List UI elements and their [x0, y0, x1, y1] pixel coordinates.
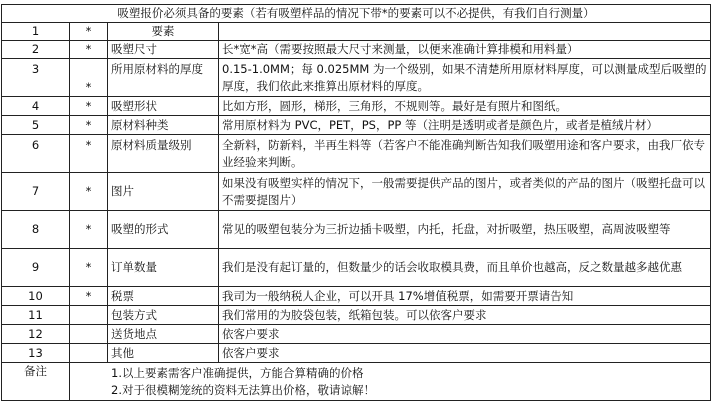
row-number: 11 [2, 306, 70, 325]
row-number: 5 [2, 116, 70, 135]
table-row [2, 97, 711, 116]
required-marker [70, 344, 108, 363]
table-row [2, 249, 711, 287]
header-empty-cell [219, 23, 711, 41]
element-name: 所用原材料的厚度 [108, 59, 219, 97]
row-number: 4 [2, 97, 70, 116]
table-row [2, 211, 711, 249]
table-row [2, 59, 711, 97]
column-label-elements: 要素 [108, 23, 219, 41]
table-row [2, 306, 711, 325]
required-marker [70, 306, 108, 325]
element-name: 吸塑尺寸 [108, 41, 219, 59]
notes-content [70, 363, 711, 401]
table-row [2, 173, 711, 211]
row-number: 13 [2, 344, 70, 363]
notes-label: 备注 [2, 363, 70, 401]
required-marker: * [70, 116, 108, 135]
element-description: 常见的吸塑包装分为三折边插卡吸塑，内托，托盘，对折吸塑，热压吸塑，高周波吸塑等 [219, 211, 711, 249]
table-row [2, 325, 711, 344]
required-marker: * [70, 211, 108, 249]
table-row [2, 135, 711, 173]
row-number: 12 [2, 325, 70, 344]
required-marker [70, 325, 108, 344]
element-name: 原材料质量级别 [108, 135, 219, 173]
row-number: 10 [2, 287, 70, 306]
table-row [2, 344, 711, 363]
element-description: 全新料，防新料，半再生料等（若客户不能准确判断告知我们吸塑用途和客户要求，由我厂依专业经验来判断。 [219, 135, 711, 173]
required-marker: * [70, 59, 108, 97]
table-row [2, 287, 711, 306]
element-name: 送货地点 [108, 325, 219, 344]
requirements-table [1, 4, 711, 401]
element-name: 包装方式 [108, 306, 219, 325]
element-name: 其他 [108, 344, 219, 363]
element-name: 图片 [108, 173, 219, 211]
note-line: 1.以上要素需客户准确提供，方能合算精确的价格 [111, 365, 364, 380]
quotation-requirements-sheet [1, 4, 710, 401]
row-number: 9 [2, 249, 70, 287]
required-marker: * [70, 135, 108, 173]
row-number: 3 [2, 59, 70, 97]
element-description: 常用原材料为 PVC，PET，PS，PP 等（注明是透明或者是颜色片，或者是植绒片材） [219, 116, 711, 135]
element-name: 税票 [108, 287, 219, 306]
element-description: 依客户要求 [219, 325, 711, 344]
header-row [2, 23, 711, 41]
notes-row [2, 363, 711, 401]
element-description: 0.15-1.0MM；每 0.025MM 为一个级别，如果不清楚所用原材料厚度，可以测量成型后吸塑的厚度，我们依此来推算出原材料的厚度。 [219, 59, 711, 97]
required-marker: * [70, 287, 108, 306]
sheet-title: 吸塑报价必须具备的要素（若有吸塑样品的情况下带*的要素可以不必提供，有我们自行测量） [2, 5, 711, 23]
element-description: 我司为一般纳税人企业，可以开具 17%增值税票，如需要开票请告知 [219, 287, 711, 306]
row-number: 2 [2, 41, 70, 59]
element-description: 我们常用的为胶袋包装，纸箱包装。可以依客户要求 [219, 306, 711, 325]
required-marker: * [70, 97, 108, 116]
element-description: 我们是没有起订量的，但数量少的话会收取模具费，而且单价也越高，反之数量越多越优惠 [219, 249, 711, 287]
element-name: 吸塑的形式 [108, 211, 219, 249]
row-number: 7 [2, 173, 70, 211]
table-row [2, 41, 711, 59]
element-description: 依客户要求 [219, 344, 711, 363]
row-number: 1 [2, 23, 70, 41]
element-description: 如果没有吸塑实样的情况下，一般需要提供产品的图片，或者类似的产品的图片（吸塑托盘可以不需要提图片） [219, 173, 711, 211]
required-marker: * [70, 23, 108, 41]
element-name: 原材料种类 [108, 116, 219, 135]
note-line: 2.对于很模糊笼统的资料无法算出价格，敬请谅解！ [111, 382, 375, 397]
required-marker: * [70, 41, 108, 59]
row-number: 8 [2, 211, 70, 249]
required-marker: * [70, 173, 108, 211]
required-marker: * [70, 249, 108, 287]
element-description: 长*宽*高（需要按照最大尺寸来测量，以便来准确计算排模和用料量） [219, 41, 711, 59]
table-row [2, 116, 711, 135]
element-name: 吸塑形状 [108, 97, 219, 116]
row-number: 6 [2, 135, 70, 173]
element-description: 比如方形，圆形，梯形，三角形，不规则等。最好是有照片和图纸。 [219, 97, 711, 116]
element-name: 订单数量 [108, 249, 219, 287]
title-row [2, 5, 711, 23]
